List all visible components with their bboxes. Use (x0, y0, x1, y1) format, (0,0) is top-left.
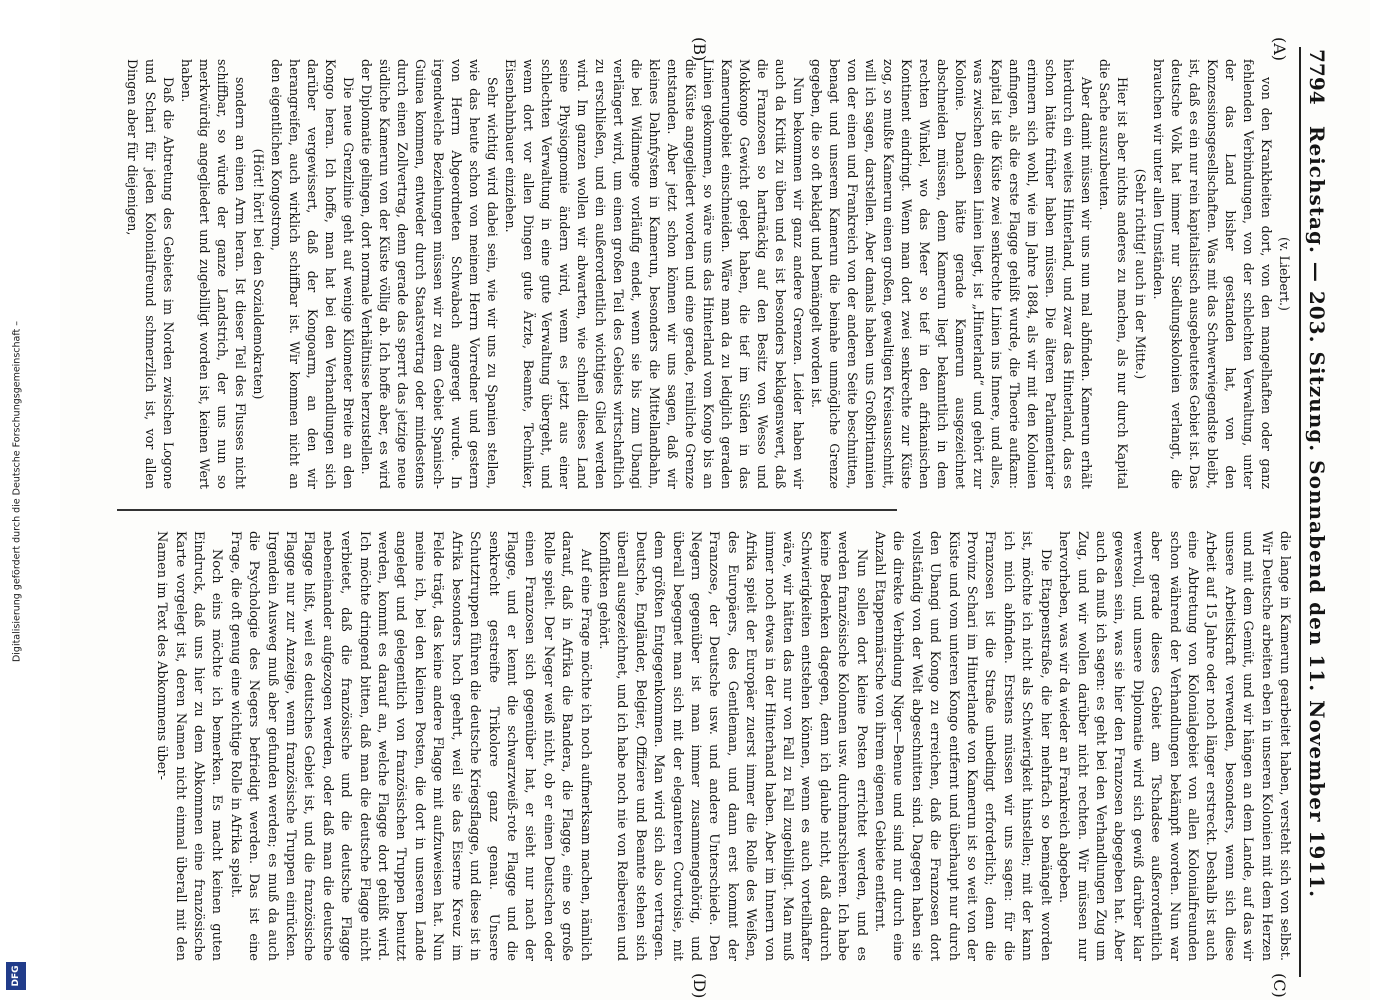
right-text-column (103, 531, 1293, 961)
paragraph: Daß die Abtretung des Gebietes im Norden zwischen Logone und Schari für jeden Kolonialfreund schmerzlich ist, vor allen Dingen aber für diejenigen, (125, 59, 176, 489)
interjection: (Sehr richtig! auch in der Mitte.) (1133, 168, 1148, 380)
margin-mark-a: (A) (1270, 37, 1289, 62)
header-rule (1299, 47, 1301, 977)
page-number: 7794 (1305, 49, 1329, 105)
paragraph: Die neue Grenzlinie geht auf wenige Kilometer Breite an den Kongo heran. Ich hoffe, man hat bei den Verhandlungen sich darüber vergewissert, daß der Kongoarm, an den wir herangreifen, auch wirklich schiffbar ist. Wir kommen nicht an den eigentlichen Kongostrom, (269, 59, 356, 489)
paragraph: Nun sollen dort kleine Posten errichtet werden, und es werden französische Kolonnen usw. durchmarschieren. Ich habe keine Bedenken dagegen, denn ich glaube nicht, daß dadurch Schwierigkeiten entstehen können, wenn es auch vorteilhafter wäre, wir hätten das nur von Fall zu Fall zugebilligt. Man muß immer noch etwas in der Hinterhand haben. Aber im Innern von Afrika spielt der Europäer zuerst immer die Rolle des Weißen, des Europäers, des Gentleman, und dann erst kommt der Franzose, der Deutsche usw. und andere Unterschiede. Den Negern gegenüber ist man immer zusammengehörig, und überall begegnet man sich mit der eleganteren Courtoisie, mit dem größten Entgegenkommen. Man wird sich also vertragen. Deutsche, Engländer, Belgier, Offiziere und Beamte stehen sich überall ausgezeichnet, und ich habe noch nie von Reibereien und Konflikten gehört. (595, 531, 869, 961)
paragraph: Auf eine Frage möchte ich noch aufmerksam machen, nämlich darauf, daß in Afrika die Bandera, die Flagge, eine so große Rolle spielt. Der Neger weiß nicht, ob er einen Deutschen oder einen Franzosen sich gegenüber hat, er sieht nur nach der Flagge, und er kennt die schwarzweiß-rote Flagge und die senkrecht gestreifte Trikolore ganz genau. Unsere Schutztruppen führen die deutsche Kriegsflagge, und diese ist in Afrika besonders hoch geehrt, weil sie das Eiserne Kreuz im Felde trägt, das keine andere Flagge mit aufzuweisen hat. Nun meine ich, bei den kleinen Posten, die dort in unserem Lande angelegt und gelegentlich von französischen Truppen benutzt werden, kommt es darauf an, welche Flagge dort gehißt wird. Ich möchte dringend bitten, daß man die deutsche Flagge nicht verbietet, daß die französische und die deutsche Flagge nebeneinander aufgezogen werden, oder daß man die deutsche Flagge hißt, weil es deutsches Gebiet ist, und die französische Flagge nur zur Anzeige, wenn französische Truppen einrücken. Irgendein Ausweg muß aber gefunden werden; es muß da auch die Psychologie des Negers befriedigt werden. Das ist eine Frage, die oft genug eine wichtige Rolle in Afrika spielt. (227, 531, 593, 961)
paragraph: Noch eins möchte ich bemerken. Es macht keinen guten Eindruck, daß uns hier zu dem Abkommen eine französische Karte vorgelegt ist, deren Namen nicht einmal überall mit den Namen im Text des Abkommens über- (154, 531, 225, 961)
paragraph: von den Krankheiten dort, von den mangelhaften oder ganz fehlenden Verbindungen, von der schlechten Verwaltung, unter der das Land bisher gestanden hat, von den Konzessionsgesellschaften. Was mit das Schwerwiegendste bleibt, ist, daß es ein nur rein kapitalistisch ausgebeutetes Gebiet ist. Das deutsche Volk hat immer nur Siedlungskolonien verlangt, die brauchen wir unter allen Umständen. (1151, 59, 1274, 489)
dfg-logo (6, 962, 26, 990)
paragraph: Aber damit müssen wir uns nun mal abfinden. Kamerun erhält hierdurch ein weites Hinterland, und zwar das Hinterland, das es schon hätte früher haben müssen. Die älteren Parlamentarier erinnern sich wohl, wie im Jahre 1884, als wir mit den Kolonien anfingen, als die erste Flagge gehißt wurde, die Theorie aufkam: Kapital ist die Küste zwei senkrechte Linien ins Innere, und alles, was zwischen diesen Linien liegt, ist „Hinterland“ und gehört zur Kolonie. Danach hätte gerade Kamerun ausgezeichnet abschneiden müssen, denn Kamerun liegt bekanntlich in dem rechten Winkel, wo das Meer so tief in den afrikanischen Kontinent eindringt. Wenn man dort zwei senkrechte zur Küste zog, so mußte Kamerun einen großen, gewaltigen Kreisausschnitt, will ich sagen, darstellen. Aber damals haben uns Großbritannien von der einen und Frankreich von der anderen Seite beschnitten, benagt und unserem Kamerun die beinahe unmögliche Grenze gegeben, die so oft beklagt und bemängelt worden ist. (809, 59, 1094, 489)
footer-text: Digitalisierung gefördert durch die Deutsche Forschungsgemeinschaft – (11, 320, 23, 663)
paragraph: Hier ist aber nichts anderes zu machen, als nur durch Kapital die Sache auszubeuten. (1097, 59, 1130, 489)
paragraph: Die Etappenstraße, die hier mehrfach so bemängelt worden ist, möchte ich nicht als Schwierigkeit hinstellen; mit der kann ich mich abfinden. Erstens müssen wir uns sagen: für die Franzosen ist die Straße unbedingt erforderlich; denn die Provinz Schari im Hinterlande von Kamerun ist so weit von der Küste und vom unteren Kongo entfernt und überhaupt nur durch den Ubangi und Kongo zu erreichen, daß die Franzosen dort vollständig von der Welt abgeschnitten sind. Dagegen haben sie die direkte Verbindung Niger—Benue und sind nur durch eine Anzahl Etappenmärsche von ihrem eigenen Gebiete entfernt. (872, 531, 1053, 961)
paragraph: Sehr wichtig wird dabei sein, wie wir uns zu Spanien stellen, wie das heute schon von meinem Herrn Vorredner und gestern von Herrn Abgeordneten Schwabach angeregt wurde. In irgendwelche Beziehungen müssen wir zu dem Gebiet Spanisch-Guinea kommen, entweder durch Staatsvertrag oder mindestens durch einen Zollvertrag, denn gerade das sperrt das jetzige neue südliche Kamerun von der Küste völlig ab. Ich hoffe aber, es wird der Diplomatie gelingen, dort normale Verhältnisse herzustellen. (359, 59, 500, 489)
paragraph: sondern an einen Arm heran. Ist dieser Teil des Flusses nicht schiffbar, so würde der ganze Landstrich, der uns nun so merkwürdig angegliedert und zugebilligt worden ist, keinen Wert haben. (179, 59, 248, 489)
paragraph: die lange in Kamerun gearbeitet haben, versteht sich von selbst. Wir Deutsche arbeiten eben in unseren Kolonien mit dem Herzen und mit dem Gemüt, und wir hängen an dem Lande, auf das wir unsere Arbeitskraft verwenden, besonders, wenn sich diese Arbeit auf 15 Jahre oder noch länger erstreckt. Deshalb ist auch eine Abtretung von Kolonialgebiet von allen Kolonialfreunden schon während der Verhandlungen bekämpft worden. Nun war aber gerade dieses Gebiet am Tschadsee außerordentlich wertvoll, und unsere Diplomatie wird sich gewiß darüber klar gewesen sein, was sie hier den Franzosen abgegeben hat. Aber auch da muß ich sagen: es geht bei den Verhandlungen Zug um Zug, und wir wollen darüber nicht rechten. Wir müssen nur hervorheben, was wir da wieder an Frankreich abgeben. (1056, 531, 1292, 961)
digitization-footer (2, 0, 30, 1000)
dfg-logo-text: DFG (11, 965, 21, 987)
rotated-page-content (87, 37, 1337, 999)
speaker-label: (v. Liebert.) (1277, 237, 1292, 311)
margin-mark-c: (C) (1270, 973, 1289, 998)
margin-mark-b: (B) (690, 37, 709, 62)
interjection: (Hört! hört! bei den Sozialdemokraten) (251, 148, 266, 400)
page-title: Reichstag. — 203. Sitzung. Sonnabend den 11. November 1911. (1305, 125, 1329, 899)
left-text-column (103, 59, 1293, 489)
page-header (1299, 37, 1329, 987)
margin-mark-d: (D) (690, 973, 709, 999)
scanned-page (60, 0, 1370, 1000)
column-divider (117, 509, 897, 511)
paragraph: Nun bekommen wir ganz andere Grenzen. Leider haben wir auch da Kritik zu üben und es ist besonders beklagenswert, daß die Franzosen so hartnäckig auf den Besitz von Wesso und Mokkongo Gewicht gelegt haben, die tief im Süden in das Kamerungebiet einschneiden. Wäre man da zu lediglich geraden Linien gekommen, so wäre uns das Hinterland vom Kongo bis an die Küste angegliedert worden und eine gerade, reinliche Grenze entstanden. Aber jetzt schon können wir uns sagen, daß wir kleines Dahnfystem in Kamerun, besonders die Mittellandbahn, die bei Widimenge vorläufig endet, wenn sie bis zum Ubangi verlängert wird, um einen großen Teil des Gebiets wirtschaftlich zu erschließen, und ein außerordentlich wichtiges Glied werden wird. Im ganzen wollen wir abwarten, wie schnell dieses Land seine Physiognomie ändern wird, wenn es jetzt aus einer schlechten Verwaltung in eine gute Verwaltung übergeht, und wenn dort vor allen Dingen gute Ärzte, Beamte, Techniker, Eisenbahnbauer einziehen. (503, 59, 806, 489)
